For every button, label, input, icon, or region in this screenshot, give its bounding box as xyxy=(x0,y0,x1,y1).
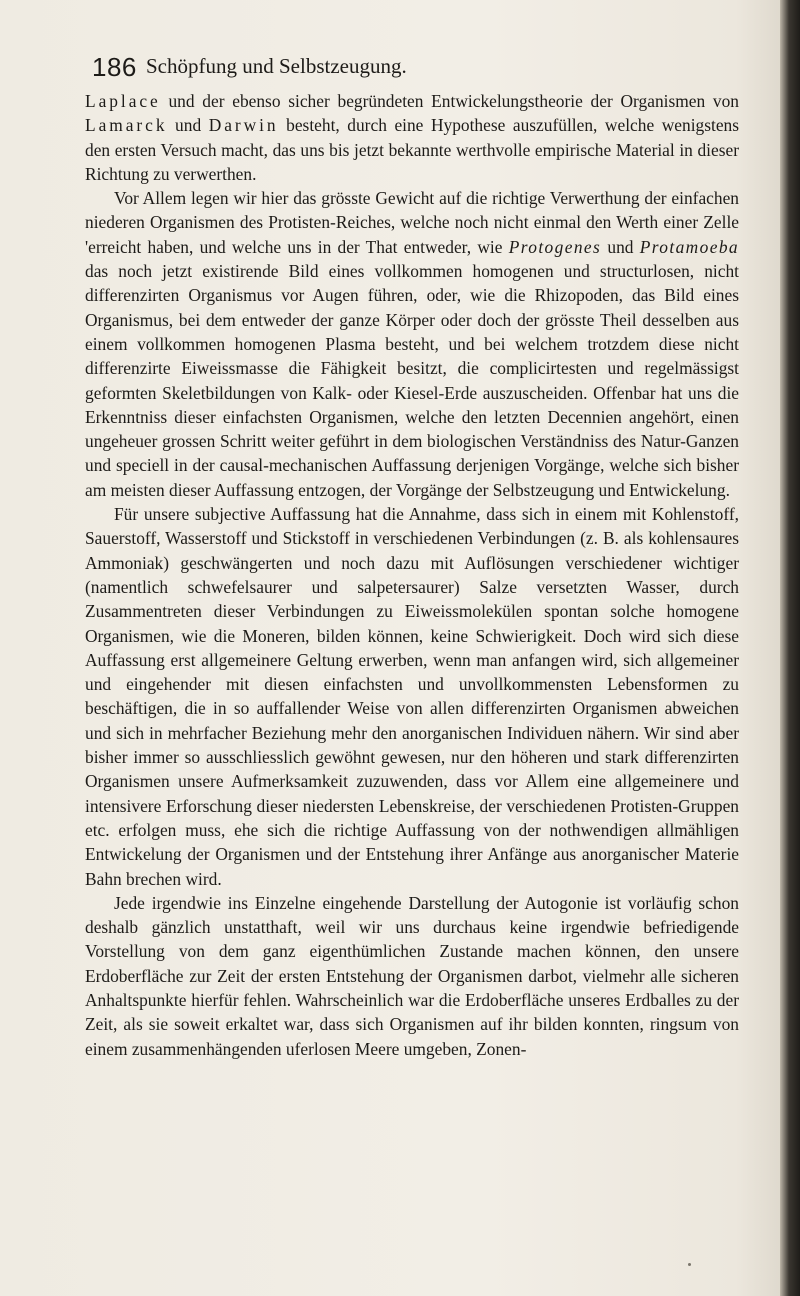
paragraph xyxy=(85,89,739,186)
page-header xyxy=(92,52,740,92)
genus-name: Protamoeba xyxy=(639,236,740,257)
text-run: Für unsere subjective Auffassung hat die Annahme, dass sich in einem mit Kohlenstoff, Sauerstoff, Wasserstoff und Stickstoff in verschiedenen Verbindungen (z. B. als kohlensaures Ammoniak) geschwängerten und noch dazu mit Auflösungen verschiedener wichtiger (namentlich schwefelsaurer und salpetersaurer) Salze versetzten Wasser, durch Zusammentreten dieser Verbindungen zu Eiweissmolekülen spontan solche homogene Organismen, wie die Moneren, bilden können, keine Schwierigkeit. Doch wird sich diese Auffassung erst allgemeinere Geltung erwerben, wenn man anfangen wird, sich allgemeiner und eingehender mit diesen einfachsten und unvollkommensten Lebensformen zu beschäftigen, die in so auffallender Weise von allen differenzirten Organismen abweichen und sich in mehrfacher Beziehung mehr den anorganischen Individuen nähern. Wir sind aber bisher immer so ausschliesslich gewöhnt gewesen, nur den höheren und stark differenzirten Organismen unsere Aufmerksamkeit zuzuwenden, dass vor Allem eine allgemeinere und intensivere Erforschung dieser niedersten Lebenskreise, der verschiedenen Protisten-Gruppen etc. erfolgen muss, ehe sich die richtige Auffassung von der nothwendigen allmähligen Entwickelung der Organismen und der Entstehung ihrer Anfänge aus anorganischer Materie Bahn brechen wird. xyxy=(85,504,739,889)
text-run: das noch jetzt existirende Bild eines vollkommen homogenen und structurlosen, nicht differenzirten Organismus vor Augen führen, oder, wie die Rhizopoden, das Bild eines Organismus, bei dem entweder der ganze Körper oder doch der grösste Theil desselben aus einem vollkommen homogenen Plasma besteht, und bei welchem trotzdem diese nicht differenzirte Eiweissmasse die Fähigkeit besitzt, die complicirtesten und regelmässigst geformten Skeletbildungen von Kalk- oder Kiesel-Erde auszuscheiden. Offenbar hat uns die Erkenntniss dieser einfachsten Organismen, welche den letzten Decennien angehört, einen ungeheuer grossen Schritt weiter geführt in dem biologischen Verständniss des Natur-Ganzen und speciell in der causal-mechanischen Auffassung derjenigen Vorgänge, welche sich bisher am meisten dieser Auffassung entzogen, der Vorgänge der Selbstzeugung und Entwickelung. xyxy=(85,261,739,500)
text-run: besteht, durch eine Hypothese auszufüllen, welche wenigstens den ersten Versuch macht, das uns bis jetzt bekannte werthvolle empirische Material in dieser Richtung zu verwerthen. xyxy=(85,115,740,184)
text-run: Jede irgendwie ins Einzelne eingehende Darstellung der Autogonie ist vorläufig schon deshalb gänzlich unstatthaft, weil wir uns durchaus keine irgendwie befriedigende Vorstellung von dem ganz eigenthümlichen Zustande machen können, den unsere Erdoberfläche zur Zeit der ersten Entstehung der Organismen darbot, vielmehr alle sicheren Anhaltspunkte hierfür fehlen. Wahrscheinlich war die Erdoberfläche unseres Erdballes zu der Zeit, als sie soweit erkaltet war, dass sich Organismen auf ihr bilden konnten, ringsum von einem zusammenhängenden uferlosen Meere umgeben, Zonen- xyxy=(85,892,739,1059)
body-text xyxy=(85,89,739,1061)
ink-fleck xyxy=(688,1263,691,1266)
running-head: Schöpfung und Selbstzeugung. xyxy=(146,54,407,78)
text-run: und der ebenso sicher begründeten Entwickelungstheorie der Organismen von xyxy=(160,91,739,111)
paragraph xyxy=(85,891,739,1061)
text-run: Vor Allem legen wir hier das grösste Gewicht auf die richtige Verwerthung der einfachen niederen Organismen des Protisten-Reiches, welche noch nicht einmal den Werth einer Zelle 'erreicht haben, und welche uns in der That entweder, wie xyxy=(85,188,739,257)
genus-name: Protogenes xyxy=(508,236,602,257)
text-run: und xyxy=(601,236,640,257)
author-name: Darwin xyxy=(208,115,279,136)
text-run: und xyxy=(167,115,209,136)
binding-edge xyxy=(780,0,800,1296)
paragraph xyxy=(85,186,739,502)
page-number: 186 xyxy=(92,52,137,82)
author-name: Laplace xyxy=(85,91,161,111)
paragraph xyxy=(85,502,739,891)
author-name: Lamarck xyxy=(85,115,168,136)
